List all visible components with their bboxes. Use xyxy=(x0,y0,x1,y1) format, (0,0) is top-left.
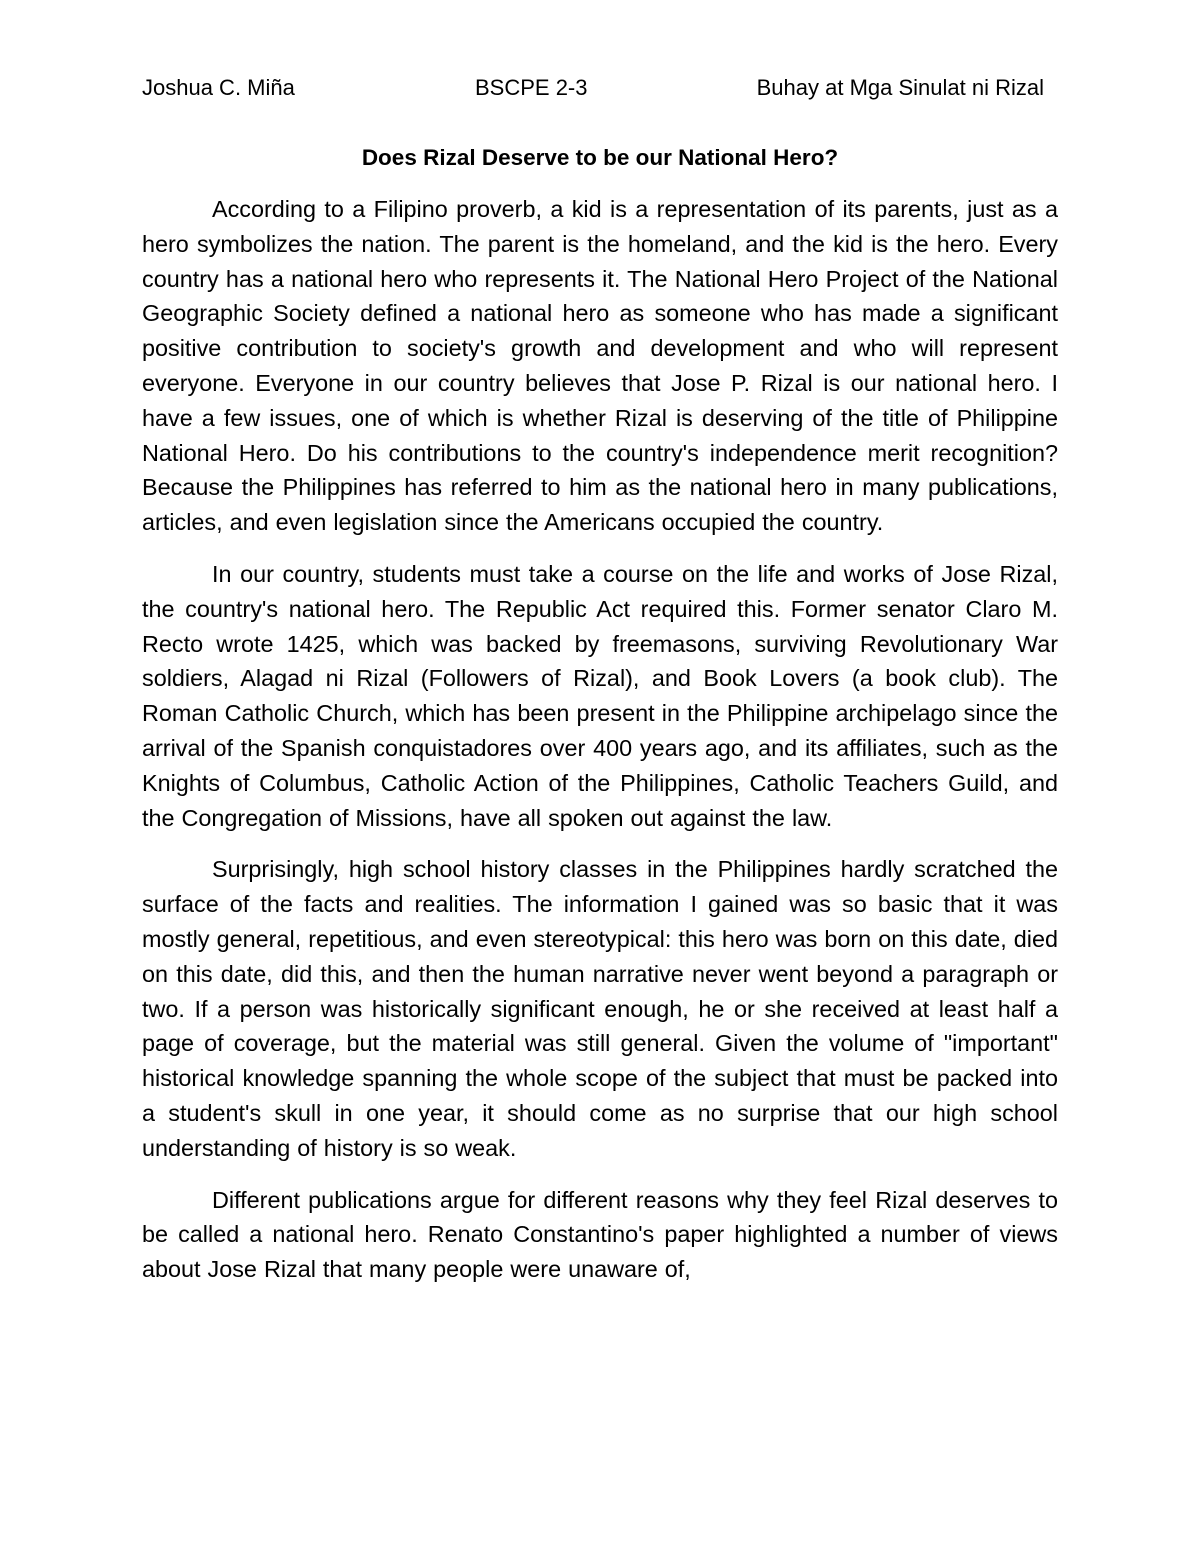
page-header xyxy=(142,72,1058,104)
document-body xyxy=(142,192,1058,1304)
document-title: Does Rizal Deserve to be our National Hero? xyxy=(361,145,839,170)
header-author: Joshua C. Miña xyxy=(142,75,295,100)
paragraph-3: Surprisingly, high school history classes in the Philippines hardly scratched the surface of the facts and realities. The information I gained was so basic that it was mostly general, repetitious, and even stereotypical: this hero was born on this date, died on this date, did this, and then the human narrative never went beyond a paragraph or two. If a person was historically significant enough, he or she received at least half a page of coverage, but the material was still general. Given the volume of "important" historical knowledge spanning the whole scope of the subject that must be packed into a student's skull in one year, it should come as no surprise that our high school understanding of history is so weak. xyxy=(142,856,1058,1161)
header-subject: Buhay at Mga Sinulat ni Rizal xyxy=(756,75,1044,100)
header-course: BSCPE 2-3 xyxy=(475,75,588,100)
paragraph-4: Different publications argue for different reasons why they feel Rizal deserves to be called a national hero. Renato Constantino's paper highlighted a number of views about Jose Rizal that many people were unaware of, xyxy=(142,1186,1058,1283)
paragraph-2: In our country, students must take a course on the life and works of Jose Rizal, the country's national hero. The Republic Act required this. Former senator Claro M. Recto wrote 1425, which was backed by freemasons, surviving Revolutionary War soldiers, Alagad ni Rizal (Followers of Rizal), and Book Lovers (a book club). The Roman Catholic Church, which has been present in the Philippine archipelago since the arrival of the Spanish conquistadores over 400 years ago, and its affiliates, such as the Knights of Columbus, Catholic Action of the Philippines, Catholic Teachers Guild, and the Congregation of Missions, have all spoken out against the law. xyxy=(142,560,1058,831)
paragraph-1: According to a Filipino proverb, a kid is a representation of its parents, just as a hero symbolizes the nation. The parent is the homeland, and the kid is the hero. Every country has a national hero who represents it. The National Hero Project of the National Geographic Society defined a national hero as someone who has made a significant positive contribution to society's growth and development and who will represent everyone. Everyone in our country believes that Jose P. Rizal is our national hero. I have a few issues, one of which is whether Rizal is deserving of the title of Philippine National Hero. Do his contributions to the country's independence merit recognition? Because the Philippines has referred to him as the national hero in many publications, articles, and even legislation since the Americans occupied the country. xyxy=(142,196,1058,536)
